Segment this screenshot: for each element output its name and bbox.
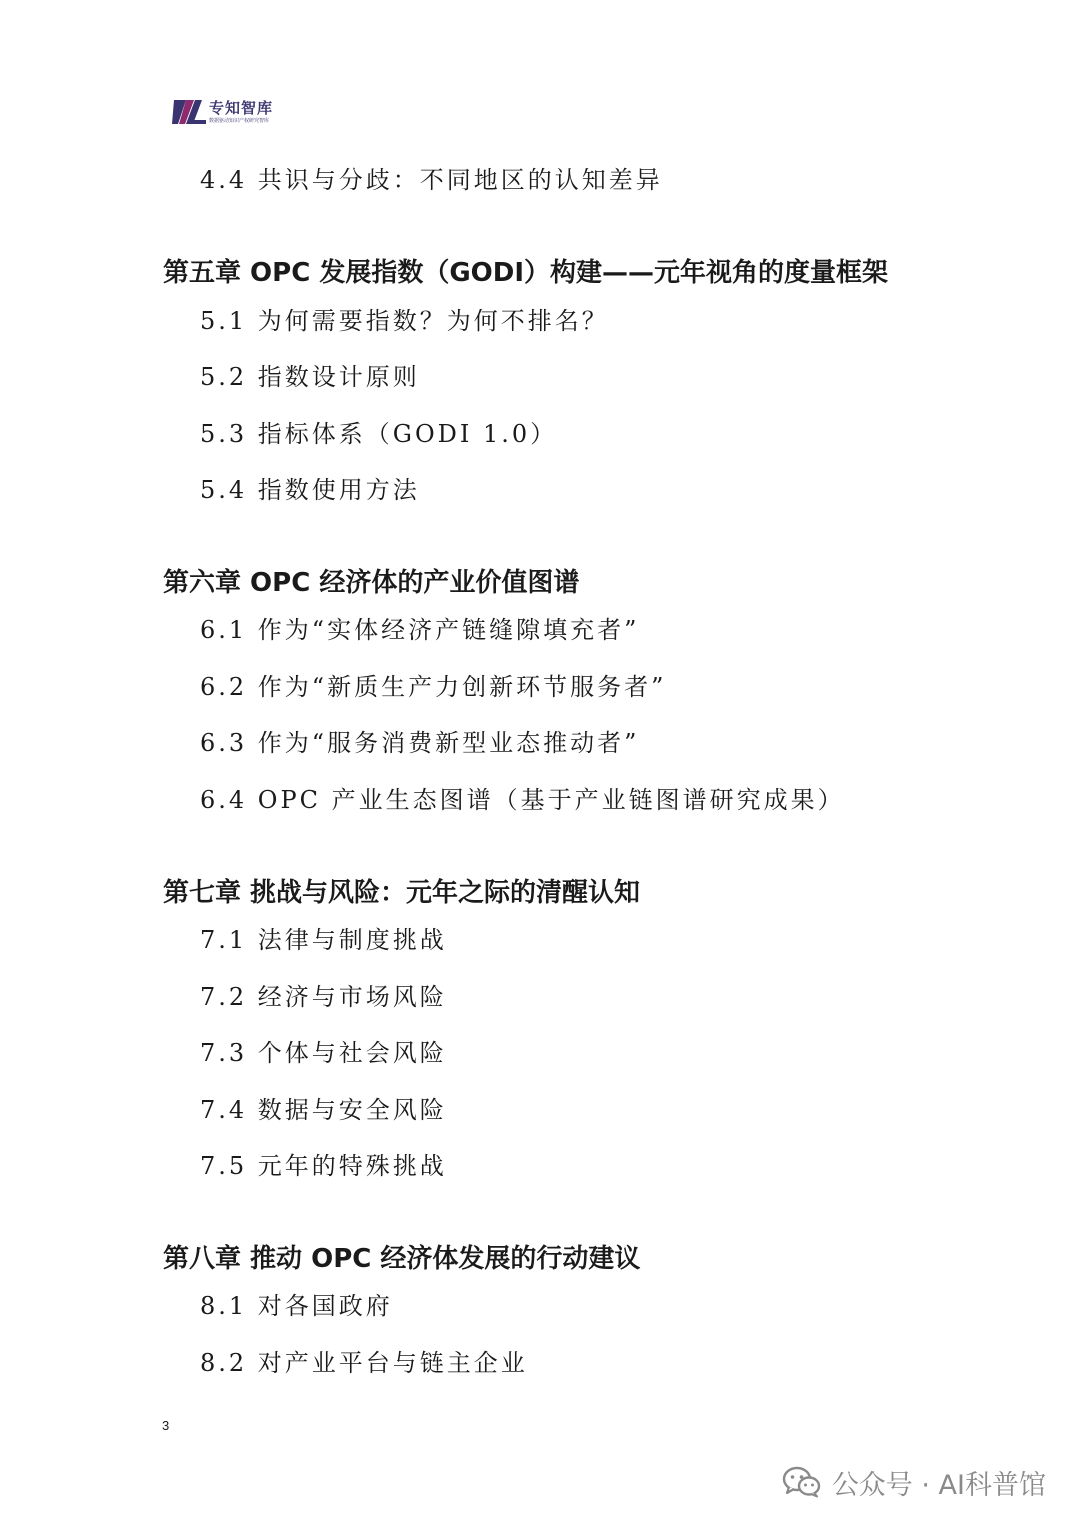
toc-chapter-5: 第五章 OPC 发展指数（GODI）构建——元年视角的度量框架 <box>163 258 889 288</box>
toc-section-7-5: 7.5 元年的特殊挑战 <box>200 1152 447 1180</box>
zhuanzhi-logo-icon <box>172 98 206 126</box>
toc-section-7-1: 7.1 法律与制度挑战 <box>200 926 447 954</box>
toc-section-5-1: 5.1 为何需要指数？为何不排名？ <box>200 307 609 335</box>
toc-section-8-1: 8.1 对各国政府 <box>200 1292 393 1320</box>
toc-section-6-3: 6.3 作为“服务消费新型业态推动者” <box>200 729 640 757</box>
toc-chapter-6: 第六章 OPC 经济体的产业价值图谱 <box>163 568 580 598</box>
watermark <box>782 1460 1046 1504</box>
toc-section-7-3: 7.3 个体与社会风险 <box>200 1039 447 1067</box>
watermark-text: 公众号 · AI科普馆 <box>831 1469 1046 1501</box>
logo <box>172 98 273 126</box>
logo-tagline: 数据驱动知识产权研究智库 <box>209 117 270 124</box>
toc-section-5-2: 5.2 指数设计原则 <box>200 363 420 391</box>
toc-section-7-2: 7.2 经济与市场风险 <box>200 983 447 1011</box>
wechat-icon <box>782 1466 822 1498</box>
toc-section-5-3: 5.3 指标体系（GODI 1.0） <box>200 420 558 448</box>
toc-section-5-4: 5.4 指数使用方法 <box>200 476 420 504</box>
toc-section-6-4: 6.4 OPC 产业生态图谱（基于产业链图谱研究成果） <box>200 786 845 814</box>
toc-chapter-7: 第七章 挑战与风险：元年之际的清醒认知 <box>163 878 641 908</box>
toc-chapter-8: 第八章 推动 OPC 经济体发展的行动建议 <box>163 1244 641 1274</box>
toc-section-6-2: 6.2 作为“新质生产力创新环节服务者” <box>200 673 667 701</box>
toc-section-7-4: 7.4 数据与安全风险 <box>200 1096 447 1124</box>
toc-section-8-2: 8.2 对产业平台与链主企业 <box>200 1349 528 1377</box>
page-number: 3 <box>162 1418 170 1433</box>
toc-section-4-4: 4.4 共识与分歧：不同地区的认知差异 <box>200 166 663 194</box>
logo-name: 专知智库 <box>209 98 274 117</box>
toc-section-6-1: 6.1 作为“实体经济产链缝隙填充者” <box>200 616 640 644</box>
